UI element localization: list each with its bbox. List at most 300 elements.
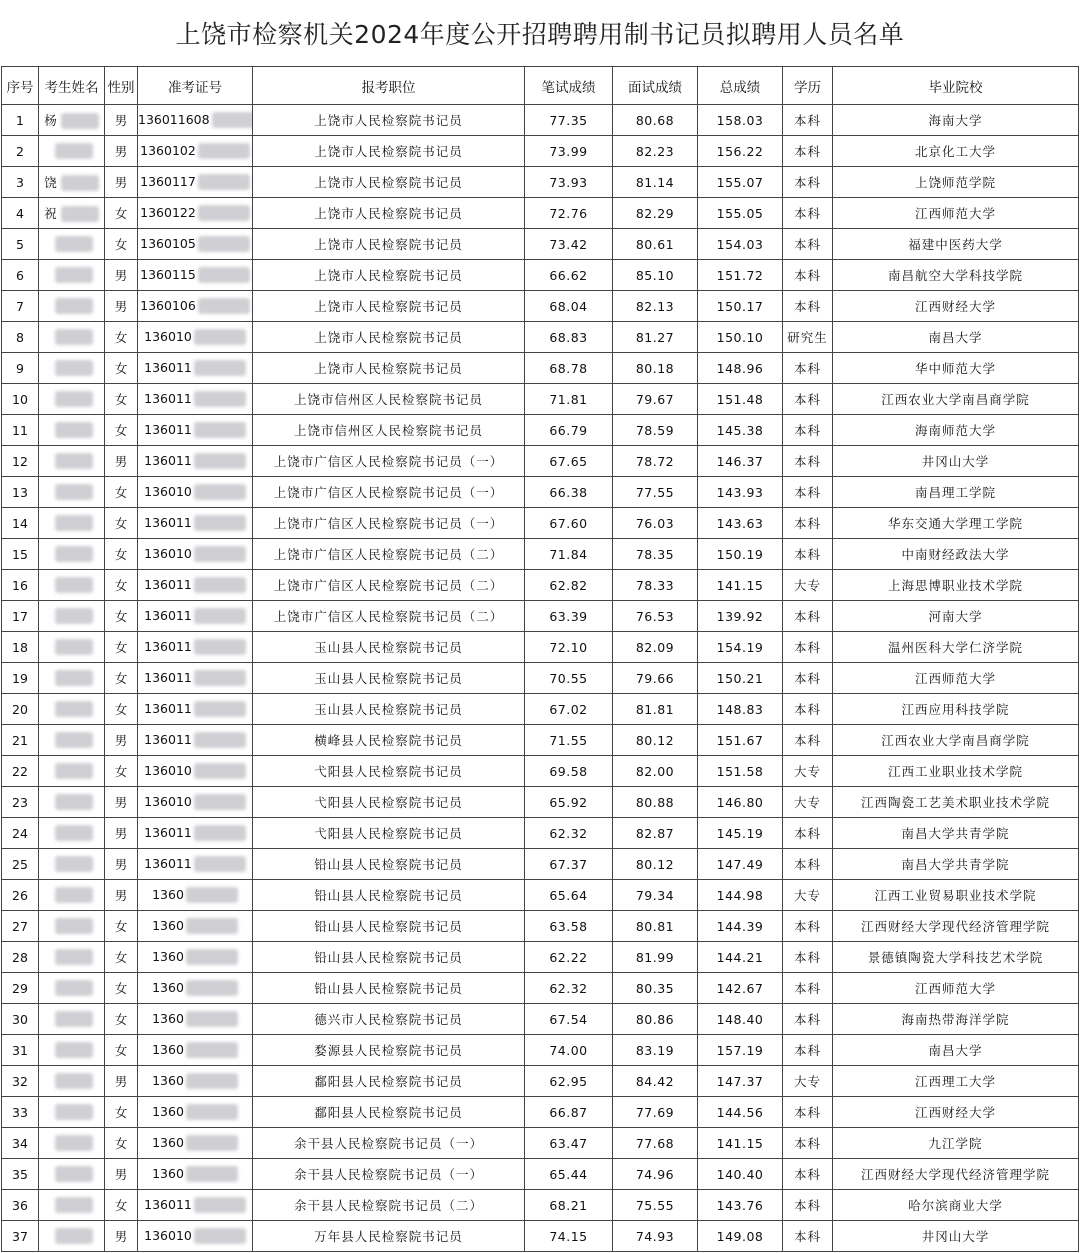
cell-education xyxy=(783,663,833,694)
cell-seq xyxy=(2,446,39,477)
cell-written-score xyxy=(525,260,613,291)
cell-ticket xyxy=(138,446,253,477)
cell-post xyxy=(253,663,525,694)
cell-written-score xyxy=(525,229,613,260)
cell-gender xyxy=(105,570,138,601)
cell-education-text: 大专 xyxy=(793,1074,821,1089)
cell-school-text: 江西农业大学南昌商学院 xyxy=(881,392,1030,407)
cell-total-score-text: 149.08 xyxy=(716,1228,764,1244)
cell-education xyxy=(783,818,833,849)
cell-post-text: 横峰县人民检察院书记员 xyxy=(314,733,463,748)
cell-name xyxy=(39,1221,105,1252)
cell-education xyxy=(783,353,833,384)
cell-post-text: 上饶市广信区人民检察院书记员（一） xyxy=(273,516,504,531)
cell-school xyxy=(833,570,1079,601)
cell-written-score-text: 73.42 xyxy=(549,236,588,252)
cell-post xyxy=(253,911,525,942)
cell-school-text: 江西财经大学现代经济管理学院 xyxy=(860,919,1050,934)
cell-post-text: 上饶市人民检察院书记员 xyxy=(314,299,463,314)
cell-ticket-text: 136011 xyxy=(144,576,192,592)
cell-total-score-text: 154.19 xyxy=(716,639,764,655)
cell-name xyxy=(39,787,105,818)
cell-written-score xyxy=(525,570,613,601)
cell-written-score xyxy=(525,1035,613,1066)
cell-seq xyxy=(2,973,39,1004)
cell-school xyxy=(833,1128,1079,1159)
cell-name xyxy=(39,880,105,911)
cell-written-score xyxy=(525,942,613,973)
cell-education-text: 本科 xyxy=(793,1136,821,1151)
table-row xyxy=(2,136,1079,167)
cell-interview-score-text: 82.09 xyxy=(635,639,675,655)
cell-interview-score-text: 79.67 xyxy=(635,391,675,407)
cell-gender-text: 女 xyxy=(114,1043,128,1058)
cell-ticket-text: 136010 xyxy=(144,762,192,778)
cell-seq xyxy=(2,260,39,291)
cell-ticket xyxy=(138,322,253,353)
cell-interview-score xyxy=(613,322,698,353)
cell-post-text: 德兴市人民检察院书记员 xyxy=(314,1012,463,1027)
cell-seq xyxy=(2,1004,39,1035)
cell-gender xyxy=(105,880,138,911)
cell-total-score-text: 144.98 xyxy=(716,887,764,903)
cell-name xyxy=(39,756,105,787)
cell-name xyxy=(39,167,105,198)
cell-written-score xyxy=(525,1221,613,1252)
redaction-blur xyxy=(55,360,93,376)
cell-written-score-text: 62.82 xyxy=(549,577,588,593)
cell-interview-score-text: 78.72 xyxy=(635,453,675,469)
cell-education-text: 本科 xyxy=(793,919,821,934)
cell-total-score-text: 158.03 xyxy=(716,112,764,128)
cell-education xyxy=(783,632,833,663)
cell-post xyxy=(253,694,525,725)
cell-interview-score-text: 85.10 xyxy=(635,267,675,283)
cell-interview-score xyxy=(613,415,698,446)
cell-interview-score-text: 82.87 xyxy=(635,825,675,841)
redaction-blur xyxy=(186,887,238,903)
cell-school-text: 上饶师范学院 xyxy=(914,175,996,190)
cell-gender-text: 男 xyxy=(114,175,128,190)
cell-seq xyxy=(2,291,39,322)
cell-seq-text: 17 xyxy=(12,608,28,624)
cell-interview-score-text: 74.93 xyxy=(635,1228,675,1244)
cell-name xyxy=(39,260,105,291)
cell-ticket-text: 1360 xyxy=(152,948,184,964)
cell-seq xyxy=(2,570,39,601)
cell-written-score xyxy=(525,818,613,849)
cell-school-text: 景德镇陶瓷大学科技艺术学院 xyxy=(867,950,1044,965)
cell-total-score-text: 145.38 xyxy=(716,422,764,438)
cell-total-score-text: 146.80 xyxy=(716,794,764,810)
table-row xyxy=(2,198,1079,229)
cell-education xyxy=(783,446,833,477)
cell-school-text: 江西陶瓷工艺美术职业技术学院 xyxy=(860,795,1050,810)
cell-total-score-text: 150.21 xyxy=(716,670,764,686)
cell-seq-text: 28 xyxy=(12,949,28,965)
cell-ticket-text: 1360 xyxy=(152,1010,184,1026)
cell-education xyxy=(783,198,833,229)
redaction-blur xyxy=(194,484,246,500)
cell-written-score-text: 65.44 xyxy=(549,1166,588,1182)
cell-written-score xyxy=(525,477,613,508)
cell-gender-text: 男 xyxy=(114,144,128,159)
cell-interview-score xyxy=(613,880,698,911)
cell-education-text: 研究生 xyxy=(787,330,828,345)
redaction-blur xyxy=(55,422,93,438)
cell-education-text: 本科 xyxy=(793,609,821,624)
cell-written-score-text: 68.78 xyxy=(549,360,588,376)
cell-interview-score-text: 80.81 xyxy=(635,918,675,934)
cell-interview-score-text: 78.35 xyxy=(635,546,675,562)
redaction-blur xyxy=(198,236,250,252)
cell-post xyxy=(253,725,525,756)
cell-seq xyxy=(2,384,39,415)
col-header-seq: 序号 xyxy=(2,67,39,105)
cell-written-score xyxy=(525,601,613,632)
cell-interview-score xyxy=(613,1190,698,1221)
cell-interview-score-text: 77.68 xyxy=(635,1135,675,1151)
cell-school-text: 江西师范大学 xyxy=(914,206,996,221)
cell-written-score xyxy=(525,694,613,725)
cell-education xyxy=(783,291,833,322)
cell-total-score-text: 144.39 xyxy=(716,918,764,934)
cell-name xyxy=(39,632,105,663)
cell-total-score xyxy=(698,105,783,136)
cell-ticket xyxy=(138,1066,253,1097)
cell-name xyxy=(39,1035,105,1066)
cell-written-score-text: 73.93 xyxy=(549,174,588,190)
cell-school-text: 南昌大学 xyxy=(928,1043,983,1058)
cell-interview-score xyxy=(613,136,698,167)
cell-total-score-text: 155.05 xyxy=(716,205,764,221)
cell-ticket-text: 136010 xyxy=(144,793,192,809)
cell-school xyxy=(833,136,1079,167)
cell-written-score xyxy=(525,322,613,353)
cell-gender xyxy=(105,942,138,973)
cell-education-text: 本科 xyxy=(793,1167,821,1182)
cell-gender xyxy=(105,911,138,942)
cell-post-text: 玉山县人民检察院书记员 xyxy=(314,671,463,686)
cell-ticket xyxy=(138,229,253,260)
cell-total-score-text: 140.40 xyxy=(716,1166,764,1182)
cell-seq-text: 11 xyxy=(12,422,28,438)
cell-post-text: 铅山县人民检察院书记员 xyxy=(314,950,463,965)
cell-seq xyxy=(2,1190,39,1221)
cell-gender xyxy=(105,322,138,353)
redaction-blur xyxy=(55,1104,93,1120)
cell-ticket xyxy=(138,415,253,446)
cell-interview-score-text: 77.55 xyxy=(635,484,675,500)
table-row xyxy=(2,756,1079,787)
cell-seq xyxy=(2,1221,39,1252)
cell-name xyxy=(39,229,105,260)
cell-post xyxy=(253,756,525,787)
cell-education xyxy=(783,1190,833,1221)
table-row xyxy=(2,353,1079,384)
redaction-blur xyxy=(186,1135,238,1151)
cell-written-score-text: 71.84 xyxy=(549,546,588,562)
cell-gender xyxy=(105,539,138,570)
cell-name xyxy=(39,1190,105,1221)
cell-total-score xyxy=(698,167,783,198)
cell-interview-score xyxy=(613,291,698,322)
table-row xyxy=(2,1004,1079,1035)
cell-school xyxy=(833,911,1079,942)
cell-post xyxy=(253,1035,525,1066)
redaction-blur xyxy=(194,360,246,376)
cell-post-text: 铅山县人民检察院书记员 xyxy=(314,857,463,872)
cell-ticket xyxy=(138,756,253,787)
cell-written-score-text: 67.60 xyxy=(549,515,588,531)
cell-interview-score-text: 74.96 xyxy=(635,1166,675,1182)
cell-school-text: 南昌理工学院 xyxy=(914,485,996,500)
redaction-blur xyxy=(55,1228,93,1244)
cell-seq xyxy=(2,539,39,570)
cell-school xyxy=(833,384,1079,415)
cell-seq-text: 9 xyxy=(16,360,24,376)
cell-school xyxy=(833,508,1079,539)
cell-school-text: 江西农业大学南昌商学院 xyxy=(881,733,1030,748)
cell-written-score xyxy=(525,880,613,911)
cell-seq-text: 4 xyxy=(16,205,24,221)
cell-school-text: 南昌大学共青学院 xyxy=(901,826,1010,841)
cell-ticket xyxy=(138,880,253,911)
cell-school xyxy=(833,694,1079,725)
cell-gender-text: 女 xyxy=(114,206,128,221)
cell-total-score xyxy=(698,632,783,663)
cell-gender xyxy=(105,818,138,849)
redaction-blur xyxy=(194,856,246,872)
cell-education xyxy=(783,973,833,1004)
cell-school-text: 华中师范大学 xyxy=(914,361,996,376)
cell-total-score-text: 144.21 xyxy=(716,949,764,965)
redaction-blur xyxy=(55,887,93,903)
redaction-blur xyxy=(194,763,246,779)
redaction-blur xyxy=(61,175,99,191)
cell-written-score-text: 66.38 xyxy=(549,484,588,500)
redaction-blur xyxy=(55,236,93,252)
cell-school xyxy=(833,1004,1079,1035)
cell-gender xyxy=(105,1128,138,1159)
cell-name xyxy=(39,477,105,508)
cell-interview-score-text: 75.55 xyxy=(635,1197,675,1213)
cell-ticket-text: 1360 xyxy=(152,1072,184,1088)
cell-total-score-text: 151.48 xyxy=(716,391,764,407)
redaction-blur xyxy=(194,639,246,655)
cell-gender xyxy=(105,1159,138,1190)
cell-seq-text: 8 xyxy=(16,329,24,345)
cell-gender-text: 女 xyxy=(114,547,128,562)
redaction-blur xyxy=(186,1011,238,1027)
cell-name xyxy=(39,353,105,384)
cell-seq-text: 2 xyxy=(16,143,24,159)
redaction-blur xyxy=(55,1197,93,1213)
cell-written-score-text: 72.76 xyxy=(549,205,588,221)
redaction-blur xyxy=(55,701,93,717)
cell-written-score-text: 72.10 xyxy=(549,639,588,655)
cell-name xyxy=(39,1159,105,1190)
cell-gender xyxy=(105,105,138,136)
cell-name xyxy=(39,384,105,415)
cell-post-text: 铅山县人民检察院书记员 xyxy=(314,981,463,996)
cell-ticket xyxy=(138,601,253,632)
cell-written-score xyxy=(525,508,613,539)
cell-education-text: 大专 xyxy=(793,578,821,593)
cell-gender-text: 男 xyxy=(114,795,128,810)
cell-total-score-text: 151.58 xyxy=(716,763,764,779)
cell-total-score-text: 142.67 xyxy=(716,980,764,996)
cell-interview-score-text: 80.12 xyxy=(635,856,675,872)
cell-post xyxy=(253,415,525,446)
cell-education-text: 本科 xyxy=(793,485,821,500)
cell-written-score xyxy=(525,136,613,167)
cell-seq-text: 14 xyxy=(12,515,28,531)
cell-school xyxy=(833,973,1079,1004)
cell-education-text: 本科 xyxy=(793,361,821,376)
cell-gender-text: 女 xyxy=(114,485,128,500)
cell-total-score-text: 151.67 xyxy=(716,732,764,748)
cell-gender-text: 女 xyxy=(114,981,128,996)
cell-interview-score xyxy=(613,756,698,787)
redaction-blur xyxy=(194,1228,246,1244)
cell-school xyxy=(833,880,1079,911)
cell-post-text: 上饶市人民检察院书记员 xyxy=(314,175,463,190)
cell-post xyxy=(253,384,525,415)
cell-school xyxy=(833,601,1079,632)
cell-interview-score-text: 76.53 xyxy=(635,608,675,624)
cell-school xyxy=(833,198,1079,229)
cell-ticket-text: 136011 xyxy=(144,607,192,623)
table-row xyxy=(2,601,1079,632)
cell-interview-score-text: 80.18 xyxy=(635,360,675,376)
cell-name xyxy=(39,1004,105,1035)
cell-seq xyxy=(2,694,39,725)
cell-total-score xyxy=(698,322,783,353)
cell-gender-text: 男 xyxy=(114,1229,128,1244)
cell-gender xyxy=(105,1190,138,1221)
cell-written-score-text: 66.87 xyxy=(549,1104,588,1120)
redaction-blur xyxy=(55,794,93,810)
cell-ticket-text: 1360 xyxy=(152,917,184,933)
cell-post xyxy=(253,167,525,198)
cell-total-score-text: 151.72 xyxy=(716,267,764,283)
cell-post-text: 上饶市广信区人民检察院书记员（一） xyxy=(273,454,504,469)
cell-school xyxy=(833,1159,1079,1190)
cell-education xyxy=(783,942,833,973)
cell-ticket-text: 1360117 xyxy=(140,173,196,189)
cell-school-text: 海南师范大学 xyxy=(914,423,996,438)
cell-total-score xyxy=(698,415,783,446)
cell-gender xyxy=(105,167,138,198)
cell-school-text: 江西工业职业技术学院 xyxy=(887,764,1023,779)
cell-interview-score xyxy=(613,353,698,384)
cell-written-score-text: 71.81 xyxy=(549,391,588,407)
redaction-blur xyxy=(55,1166,93,1182)
cell-name xyxy=(39,942,105,973)
cell-name xyxy=(39,105,105,136)
cell-interview-score-text: 80.88 xyxy=(635,794,675,810)
cell-gender-text: 女 xyxy=(114,1105,128,1120)
redaction-blur xyxy=(194,825,246,841)
cell-gender xyxy=(105,136,138,167)
cell-ticket xyxy=(138,694,253,725)
cell-ticket xyxy=(138,1035,253,1066)
cell-seq-text: 25 xyxy=(12,856,28,872)
cell-ticket xyxy=(138,539,253,570)
cell-seq xyxy=(2,229,39,260)
cell-ticket xyxy=(138,663,253,694)
cell-interview-score-text: 82.00 xyxy=(635,763,675,779)
redaction-blur xyxy=(61,113,99,129)
cell-seq xyxy=(2,415,39,446)
cell-interview-score-text: 77.69 xyxy=(635,1104,675,1120)
cell-education xyxy=(783,694,833,725)
cell-school xyxy=(833,539,1079,570)
cell-gender xyxy=(105,756,138,787)
cell-education xyxy=(783,1128,833,1159)
cell-seq xyxy=(2,477,39,508)
cell-school-text: 江西师范大学 xyxy=(914,981,996,996)
cell-ticket xyxy=(138,1190,253,1221)
cell-gender xyxy=(105,353,138,384)
cell-interview-score-text: 78.33 xyxy=(635,577,675,593)
cell-school-text: 井冈山大学 xyxy=(921,1229,990,1244)
cell-written-score-text: 67.65 xyxy=(549,453,588,469)
cell-ticket xyxy=(138,632,253,663)
cell-name xyxy=(39,849,105,880)
cell-total-score xyxy=(698,136,783,167)
cell-written-score-text: 67.02 xyxy=(549,701,588,717)
cell-school-text: 海南大学 xyxy=(928,113,983,128)
cell-seq-text: 30 xyxy=(12,1011,28,1027)
cell-total-score xyxy=(698,942,783,973)
cell-written-score xyxy=(525,849,613,880)
cell-name xyxy=(39,446,105,477)
cell-gender-text: 男 xyxy=(114,1074,128,1089)
cell-ticket-text: 136010 xyxy=(144,545,192,561)
cell-education xyxy=(783,260,833,291)
cell-education xyxy=(783,167,833,198)
cell-school xyxy=(833,105,1079,136)
cell-post xyxy=(253,1159,525,1190)
table-row xyxy=(2,694,1079,725)
cell-seq xyxy=(2,1159,39,1190)
cell-school xyxy=(833,632,1079,663)
cell-interview-score-text: 78.59 xyxy=(635,422,675,438)
cell-written-score-text: 68.21 xyxy=(549,1197,588,1213)
cell-education-text: 本科 xyxy=(793,268,821,283)
cell-written-score-text: 63.39 xyxy=(549,608,588,624)
cell-name xyxy=(39,198,105,229)
cell-education xyxy=(783,136,833,167)
redaction-blur xyxy=(198,205,250,221)
cell-total-score xyxy=(698,663,783,694)
cell-interview-score xyxy=(613,942,698,973)
cell-ticket-text: 136010 xyxy=(144,328,192,344)
cell-education-text: 本科 xyxy=(793,857,821,872)
cell-post xyxy=(253,353,525,384)
cell-school-text: 哈尔滨商业大学 xyxy=(908,1198,1003,1213)
table-row xyxy=(2,911,1079,942)
cell-name xyxy=(39,136,105,167)
cell-ticket-text: 136011 xyxy=(144,514,192,530)
cell-school-text: 北京化工大学 xyxy=(914,144,996,159)
cell-total-score xyxy=(698,1190,783,1221)
cell-written-score-text: 77.35 xyxy=(549,112,588,128)
cell-total-score xyxy=(698,601,783,632)
redaction-blur xyxy=(212,112,253,128)
